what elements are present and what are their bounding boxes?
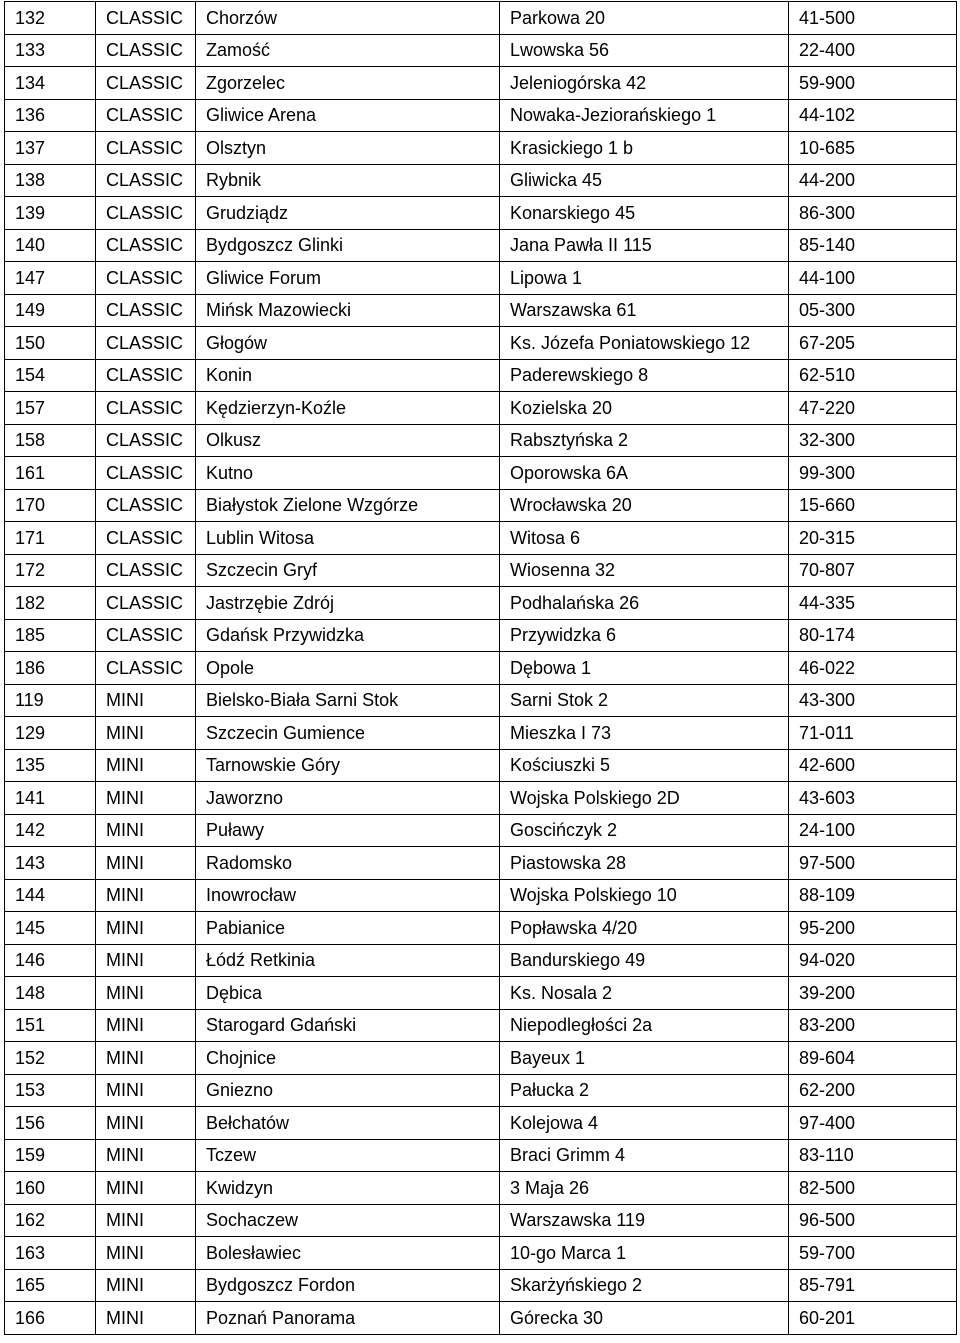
table-row [5,132,957,165]
store-type-cell: CLASSIC [96,2,196,35]
address-cell: Paderewskiego 8 [500,359,789,392]
address-cell: Krasickiego 1 b [500,132,789,165]
postal-code-cell: 39-200 [789,977,957,1010]
postal-code-cell: 24-100 [789,814,957,847]
address-cell: Kolejowa 4 [500,1107,789,1140]
store-type-cell: MINI [96,1139,196,1172]
postal-code-cell: 95-200 [789,912,957,945]
store-number-cell: 129 [5,717,96,750]
store-number-cell: 148 [5,977,96,1010]
store-number-cell: 162 [5,1204,96,1237]
postal-code-cell: 42-600 [789,749,957,782]
table-row [5,814,957,847]
store-type-cell: MINI [96,1009,196,1042]
address-cell: Parkowa 20 [500,2,789,35]
address-cell: Goscińczyk 2 [500,814,789,847]
city-cell: Kutno [196,457,500,490]
postal-code-cell: 85-140 [789,229,957,262]
table-body [5,2,957,1335]
postal-code-cell: 85-791 [789,1269,957,1302]
address-cell: Popławska 4/20 [500,912,789,945]
address-cell: Oporowska 6A [500,457,789,490]
store-type-cell: CLASSIC [96,67,196,100]
store-number-cell: 171 [5,522,96,555]
store-type-cell: MINI [96,1302,196,1335]
postal-code-cell: 43-603 [789,782,957,815]
postal-code-cell: 67-205 [789,327,957,360]
store-type-cell: CLASSIC [96,619,196,652]
store-number-cell: 156 [5,1107,96,1140]
store-type-cell: MINI [96,1269,196,1302]
store-type-cell: MINI [96,1074,196,1107]
store-number-cell: 119 [5,684,96,717]
store-number-cell: 154 [5,359,96,392]
postal-code-cell: 99-300 [789,457,957,490]
address-cell: Sarni Stok 2 [500,684,789,717]
address-cell: Pałucka 2 [500,1074,789,1107]
city-cell: Gliwice Arena [196,99,500,132]
postal-code-cell: 83-110 [789,1139,957,1172]
address-cell: 3 Maja 26 [500,1172,789,1205]
store-number-cell: 135 [5,749,96,782]
city-cell: Starogard Gdański [196,1009,500,1042]
store-type-cell: CLASSIC [96,652,196,685]
store-type-cell: MINI [96,879,196,912]
store-number-cell: 141 [5,782,96,815]
table-row [5,67,957,100]
store-number-cell: 152 [5,1042,96,1075]
city-cell: Bydgoszcz Glinki [196,229,500,262]
city-cell: Tarnowskie Góry [196,749,500,782]
postal-code-cell: 59-900 [789,67,957,100]
store-number-cell: 166 [5,1302,96,1335]
store-type-cell: MINI [96,977,196,1010]
store-number-cell: 160 [5,1172,96,1205]
postal-code-cell: 71-011 [789,717,957,750]
table-row [5,99,957,132]
store-number-cell: 161 [5,457,96,490]
table-row [5,912,957,945]
city-cell: Kwidzyn [196,1172,500,1205]
address-cell: Kozielska 20 [500,392,789,425]
postal-code-cell: 43-300 [789,684,957,717]
table-row [5,262,957,295]
city-cell: Dębica [196,977,500,1010]
table-row [5,944,957,977]
table-row [5,164,957,197]
city-cell: Gniezno [196,1074,500,1107]
postal-code-cell: 70-807 [789,554,957,587]
postal-code-cell: 15-660 [789,489,957,522]
store-type-cell: CLASSIC [96,34,196,67]
address-cell: Niepodległości 2a [500,1009,789,1042]
postal-code-cell: 22-400 [789,34,957,67]
store-type-cell: MINI [96,717,196,750]
address-cell: Mieszka I 73 [500,717,789,750]
address-cell: Lipowa 1 [500,262,789,295]
table-row [5,359,957,392]
store-number-cell: 147 [5,262,96,295]
table-row [5,1107,957,1140]
store-type-cell: MINI [96,912,196,945]
store-number-cell: 163 [5,1237,96,1270]
address-cell: Jeleniogórska 42 [500,67,789,100]
city-cell: Bielsko-Biała Sarni Stok [196,684,500,717]
address-cell: Skarżyńskiego 2 [500,1269,789,1302]
address-cell: Wojska Polskiego 2D [500,782,789,815]
store-type-cell: CLASSIC [96,392,196,425]
city-cell: Grudziądz [196,197,500,230]
city-cell: Lublin Witosa [196,522,500,555]
address-cell: Piastowska 28 [500,847,789,880]
store-type-cell: CLASSIC [96,359,196,392]
address-cell: Bayeux 1 [500,1042,789,1075]
store-number-cell: 140 [5,229,96,262]
postal-code-cell: 60-201 [789,1302,957,1335]
table-row [5,1009,957,1042]
address-cell: 10-go Marca 1 [500,1237,789,1270]
store-type-cell: MINI [96,1042,196,1075]
table-row [5,587,957,620]
table-row [5,34,957,67]
store-number-cell: 142 [5,814,96,847]
store-number-cell: 146 [5,944,96,977]
table-row [5,1074,957,1107]
table-row [5,457,957,490]
store-type-cell: CLASSIC [96,132,196,165]
table-row [5,1204,957,1237]
city-cell: Poznań Panorama [196,1302,500,1335]
table-row [5,1302,957,1335]
address-cell: Górecka 30 [500,1302,789,1335]
address-cell: Podhalańska 26 [500,587,789,620]
store-type-cell: CLASSIC [96,99,196,132]
postal-code-cell: 10-685 [789,132,957,165]
postal-code-cell: 44-335 [789,587,957,620]
table-row [5,749,957,782]
table-row [5,294,957,327]
store-number-cell: 136 [5,99,96,132]
address-cell: Przywidzka 6 [500,619,789,652]
store-number-cell: 132 [5,2,96,35]
postal-code-cell: 97-400 [789,1107,957,1140]
address-cell: Ks. Józefa Poniatowskiego 12 [500,327,789,360]
store-number-cell: 158 [5,424,96,457]
store-type-cell: MINI [96,782,196,815]
address-cell: Warszawska 119 [500,1204,789,1237]
store-number-cell: 170 [5,489,96,522]
store-type-cell: MINI [96,1204,196,1237]
city-cell: Szczecin Gumience [196,717,500,750]
address-cell: Lwowska 56 [500,34,789,67]
store-number-cell: 159 [5,1139,96,1172]
store-type-cell: CLASSIC [96,587,196,620]
store-number-cell: 185 [5,619,96,652]
postal-code-cell: 44-100 [789,262,957,295]
city-cell: Radomsko [196,847,500,880]
postal-code-cell: 46-022 [789,652,957,685]
store-type-cell: MINI [96,1237,196,1270]
table-row [5,1042,957,1075]
city-cell: Białystok Zielone Wzgórze [196,489,500,522]
table-row [5,1172,957,1205]
postal-code-cell: 86-300 [789,197,957,230]
store-number-cell: 165 [5,1269,96,1302]
city-cell: Zgorzelec [196,67,500,100]
postal-code-cell: 05-300 [789,294,957,327]
city-cell: Mińsk Mazowiecki [196,294,500,327]
table-row [5,327,957,360]
store-number-cell: 157 [5,392,96,425]
store-type-cell: CLASSIC [96,327,196,360]
city-cell: Rybnik [196,164,500,197]
store-type-cell: CLASSIC [96,424,196,457]
store-type-cell: MINI [96,749,196,782]
postal-code-cell: 62-510 [789,359,957,392]
postal-code-cell: 44-200 [789,164,957,197]
city-cell: Szczecin Gryf [196,554,500,587]
store-number-cell: 150 [5,327,96,360]
store-number-cell: 137 [5,132,96,165]
city-cell: Jastrzębie Zdrój [196,587,500,620]
store-number-cell: 151 [5,1009,96,1042]
postal-code-cell: 89-604 [789,1042,957,1075]
store-number-cell: 143 [5,847,96,880]
address-cell: Warszawska 61 [500,294,789,327]
city-cell: Bolesławiec [196,1237,500,1270]
table-row [5,554,957,587]
city-cell: Chorzów [196,2,500,35]
city-cell: Gliwice Forum [196,262,500,295]
city-cell: Gdańsk Przywidzka [196,619,500,652]
address-cell: Dębowa 1 [500,652,789,685]
postal-code-cell: 80-174 [789,619,957,652]
city-cell: Sochaczew [196,1204,500,1237]
address-cell: Bandurskiego 49 [500,944,789,977]
city-cell: Tczew [196,1139,500,1172]
store-type-cell: MINI [96,847,196,880]
city-cell: Jaworzno [196,782,500,815]
postal-code-cell: 97-500 [789,847,957,880]
city-cell: Inowrocław [196,879,500,912]
city-cell: Zamość [196,34,500,67]
address-cell: Witosa 6 [500,522,789,555]
postal-code-cell: 94-020 [789,944,957,977]
store-number-cell: 149 [5,294,96,327]
address-cell: Nowaka-Jeziorańskiego 1 [500,99,789,132]
table-row [5,229,957,262]
postal-code-cell: 47-220 [789,392,957,425]
table-row [5,522,957,555]
postal-code-cell: 62-200 [789,1074,957,1107]
store-number-cell: 172 [5,554,96,587]
city-cell: Bydgoszcz Fordon [196,1269,500,1302]
postal-code-cell: 32-300 [789,424,957,457]
table-row [5,977,957,1010]
address-cell: Wrocławska 20 [500,489,789,522]
store-type-cell: MINI [96,1107,196,1140]
store-type-cell: MINI [96,814,196,847]
store-type-cell: CLASSIC [96,164,196,197]
address-cell: Jana Pawła II 115 [500,229,789,262]
address-cell: Konarskiego 45 [500,197,789,230]
store-number-cell: 145 [5,912,96,945]
postal-code-cell: 88-109 [789,879,957,912]
store-number-cell: 133 [5,34,96,67]
city-cell: Głogów [196,327,500,360]
table-row [5,782,957,815]
table-row [5,1269,957,1302]
address-cell: Kościuszki 5 [500,749,789,782]
store-number-cell: 153 [5,1074,96,1107]
store-number-cell: 138 [5,164,96,197]
store-number-cell: 134 [5,67,96,100]
stores-table [4,1,957,1335]
store-number-cell: 139 [5,197,96,230]
postal-code-cell: 41-500 [789,2,957,35]
address-cell: Braci Grimm 4 [500,1139,789,1172]
table-row [5,847,957,880]
address-cell: Gliwicka 45 [500,164,789,197]
postal-code-cell: 20-315 [789,522,957,555]
store-type-cell: CLASSIC [96,554,196,587]
postal-code-cell: 83-200 [789,1009,957,1042]
address-cell: Rabsztyńska 2 [500,424,789,457]
store-type-cell: CLASSIC [96,489,196,522]
table-row [5,2,957,35]
city-cell: Łódź Retkinia [196,944,500,977]
store-type-cell: MINI [96,944,196,977]
postal-code-cell: 82-500 [789,1172,957,1205]
table-row [5,879,957,912]
store-type-cell: MINI [96,684,196,717]
table-row [5,717,957,750]
city-cell: Puławy [196,814,500,847]
postal-code-cell: 96-500 [789,1204,957,1237]
store-number-cell: 182 [5,587,96,620]
city-cell: Chojnice [196,1042,500,1075]
postal-code-cell: 59-700 [789,1237,957,1270]
store-type-cell: MINI [96,1172,196,1205]
city-cell: Kędzierzyn-Koźle [196,392,500,425]
store-type-cell: CLASSIC [96,262,196,295]
address-cell: Wiosenna 32 [500,554,789,587]
store-number-cell: 144 [5,879,96,912]
table-row [5,1237,957,1270]
table-row [5,684,957,717]
city-cell: Bełchatów [196,1107,500,1140]
table-row [5,1139,957,1172]
table-row [5,652,957,685]
table-row [5,619,957,652]
store-type-cell: CLASSIC [96,457,196,490]
table-row [5,424,957,457]
store-number-cell: 186 [5,652,96,685]
store-type-cell: CLASSIC [96,197,196,230]
city-cell: Olsztyn [196,132,500,165]
store-type-cell: CLASSIC [96,522,196,555]
postal-code-cell: 44-102 [789,99,957,132]
address-cell: Ks. Nosala 2 [500,977,789,1010]
city-cell: Olkusz [196,424,500,457]
store-type-cell: CLASSIC [96,229,196,262]
table-row [5,392,957,425]
table-row [5,197,957,230]
city-cell: Konin [196,359,500,392]
address-cell: Wojska Polskiego 10 [500,879,789,912]
table-row [5,489,957,522]
store-type-cell: CLASSIC [96,294,196,327]
city-cell: Opole [196,652,500,685]
city-cell: Pabianice [196,912,500,945]
